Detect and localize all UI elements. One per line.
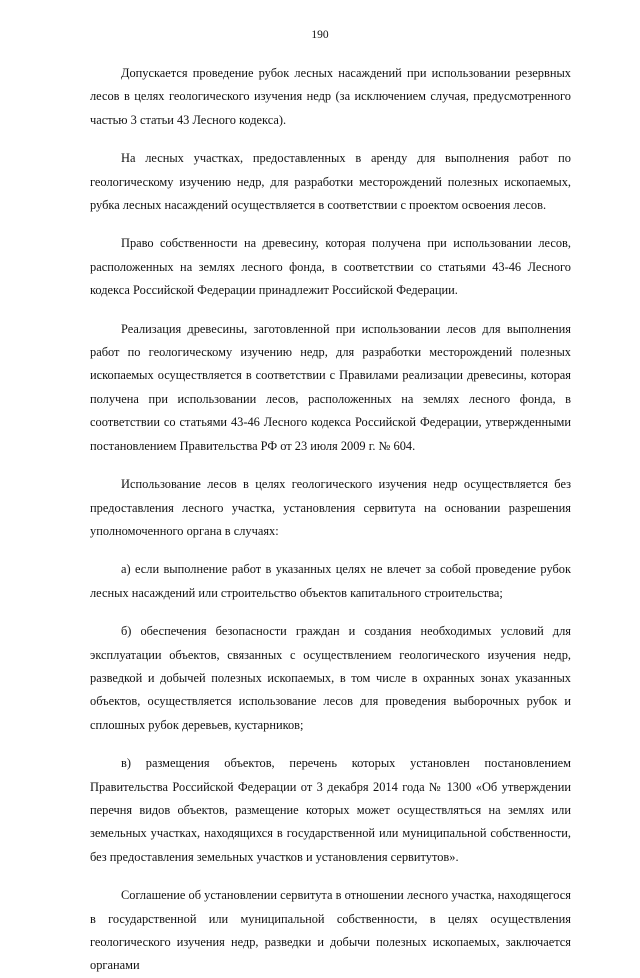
paragraph-reserve-forests: Допускается проведение рубок лесных насаждений при использовании резервных лесов в целях геологического изучения недр (за исключением случая, предусмотренного частью 3 статьи 43 Лесного кодекса). bbox=[90, 66, 571, 127]
paragraph-case-b: б) обеспечения безопасности граждан и создания необходимых условий для эксплуатации объектов, связанных с осуществлением геологического изучения недр, разведкой и добычей полезных ископаемых, в том числе в охранных зонах указанных объектов, осуществляется использование лесов для проведения выборочных рубок и сплошных рубок деревьев, кустарников; bbox=[90, 624, 571, 732]
paragraph-case-a: а) если выполнение работ в указанных целях не влечет за собой проведение рубок лесных насаждений или строительство объектов капитального строительства; bbox=[90, 562, 571, 600]
paragraph-case-c: в) размещения объектов, перечень которых установлен постановлением Правительства Российской Федерации от 3 декабря 2014 года № 1300 «Об утверждении перечня видов объектов, размещение которых может осуществляться на землях или земельных участках, находящихся в государственной или муниципальной собственности, без предоставления земельных участков и установления сервитутов». bbox=[90, 756, 571, 864]
paragraph-servitude-agreement: Соглашение об установлении сервитута в отношении лесного участка, находящегося в государственной или муниципальной собственности, в целях осуществления геологического изучения недр, разведки и добычи полезных ископаемых, заключается органами bbox=[90, 888, 571, 973]
paragraph-timber-ownership: Право собственности на древесину, которая получена при использовании лесов, расположенных на землях лесного фонда, в соответствии со статьями 43-46 Лесного кодекса Российской Федерации принадлежит Российской Федерации. bbox=[90, 236, 571, 298]
paragraph-use-without-plot: Использование лесов в целях геологического изучения недр осуществляется без предоставления лесного участка, установления сервитута на основании разрешения уполномоченного органа в случаях: bbox=[90, 477, 571, 538]
document-body bbox=[90, 62, 571, 978]
page-number: 190 bbox=[311, 29, 329, 41]
paragraph-timber-sale: Реализация древесины, заготовленной при использовании лесов для выполнения работ по геологическому изучению недр, для разработки месторождений полезных ископаемых осуществляется в соответствии с Правилами реализации древесины, которая получена при использовании лесов, расположенных на землях лесного фонда, в соответствии со статьями 43-46 Лесного кодекса Российской Федерации, утвержденными постановлением Правительства РФ от 23 июля 2009 г. № 604. bbox=[90, 321, 571, 453]
paragraph-leased-plots: На лесных участках, предоставленных в аренду для выполнения работ по геологическому изучению недр, для разработки месторождений полезных ископаемых, рубка лесных насаждений осуществляется в соответствии с проектом освоения лесов. bbox=[90, 151, 571, 213]
